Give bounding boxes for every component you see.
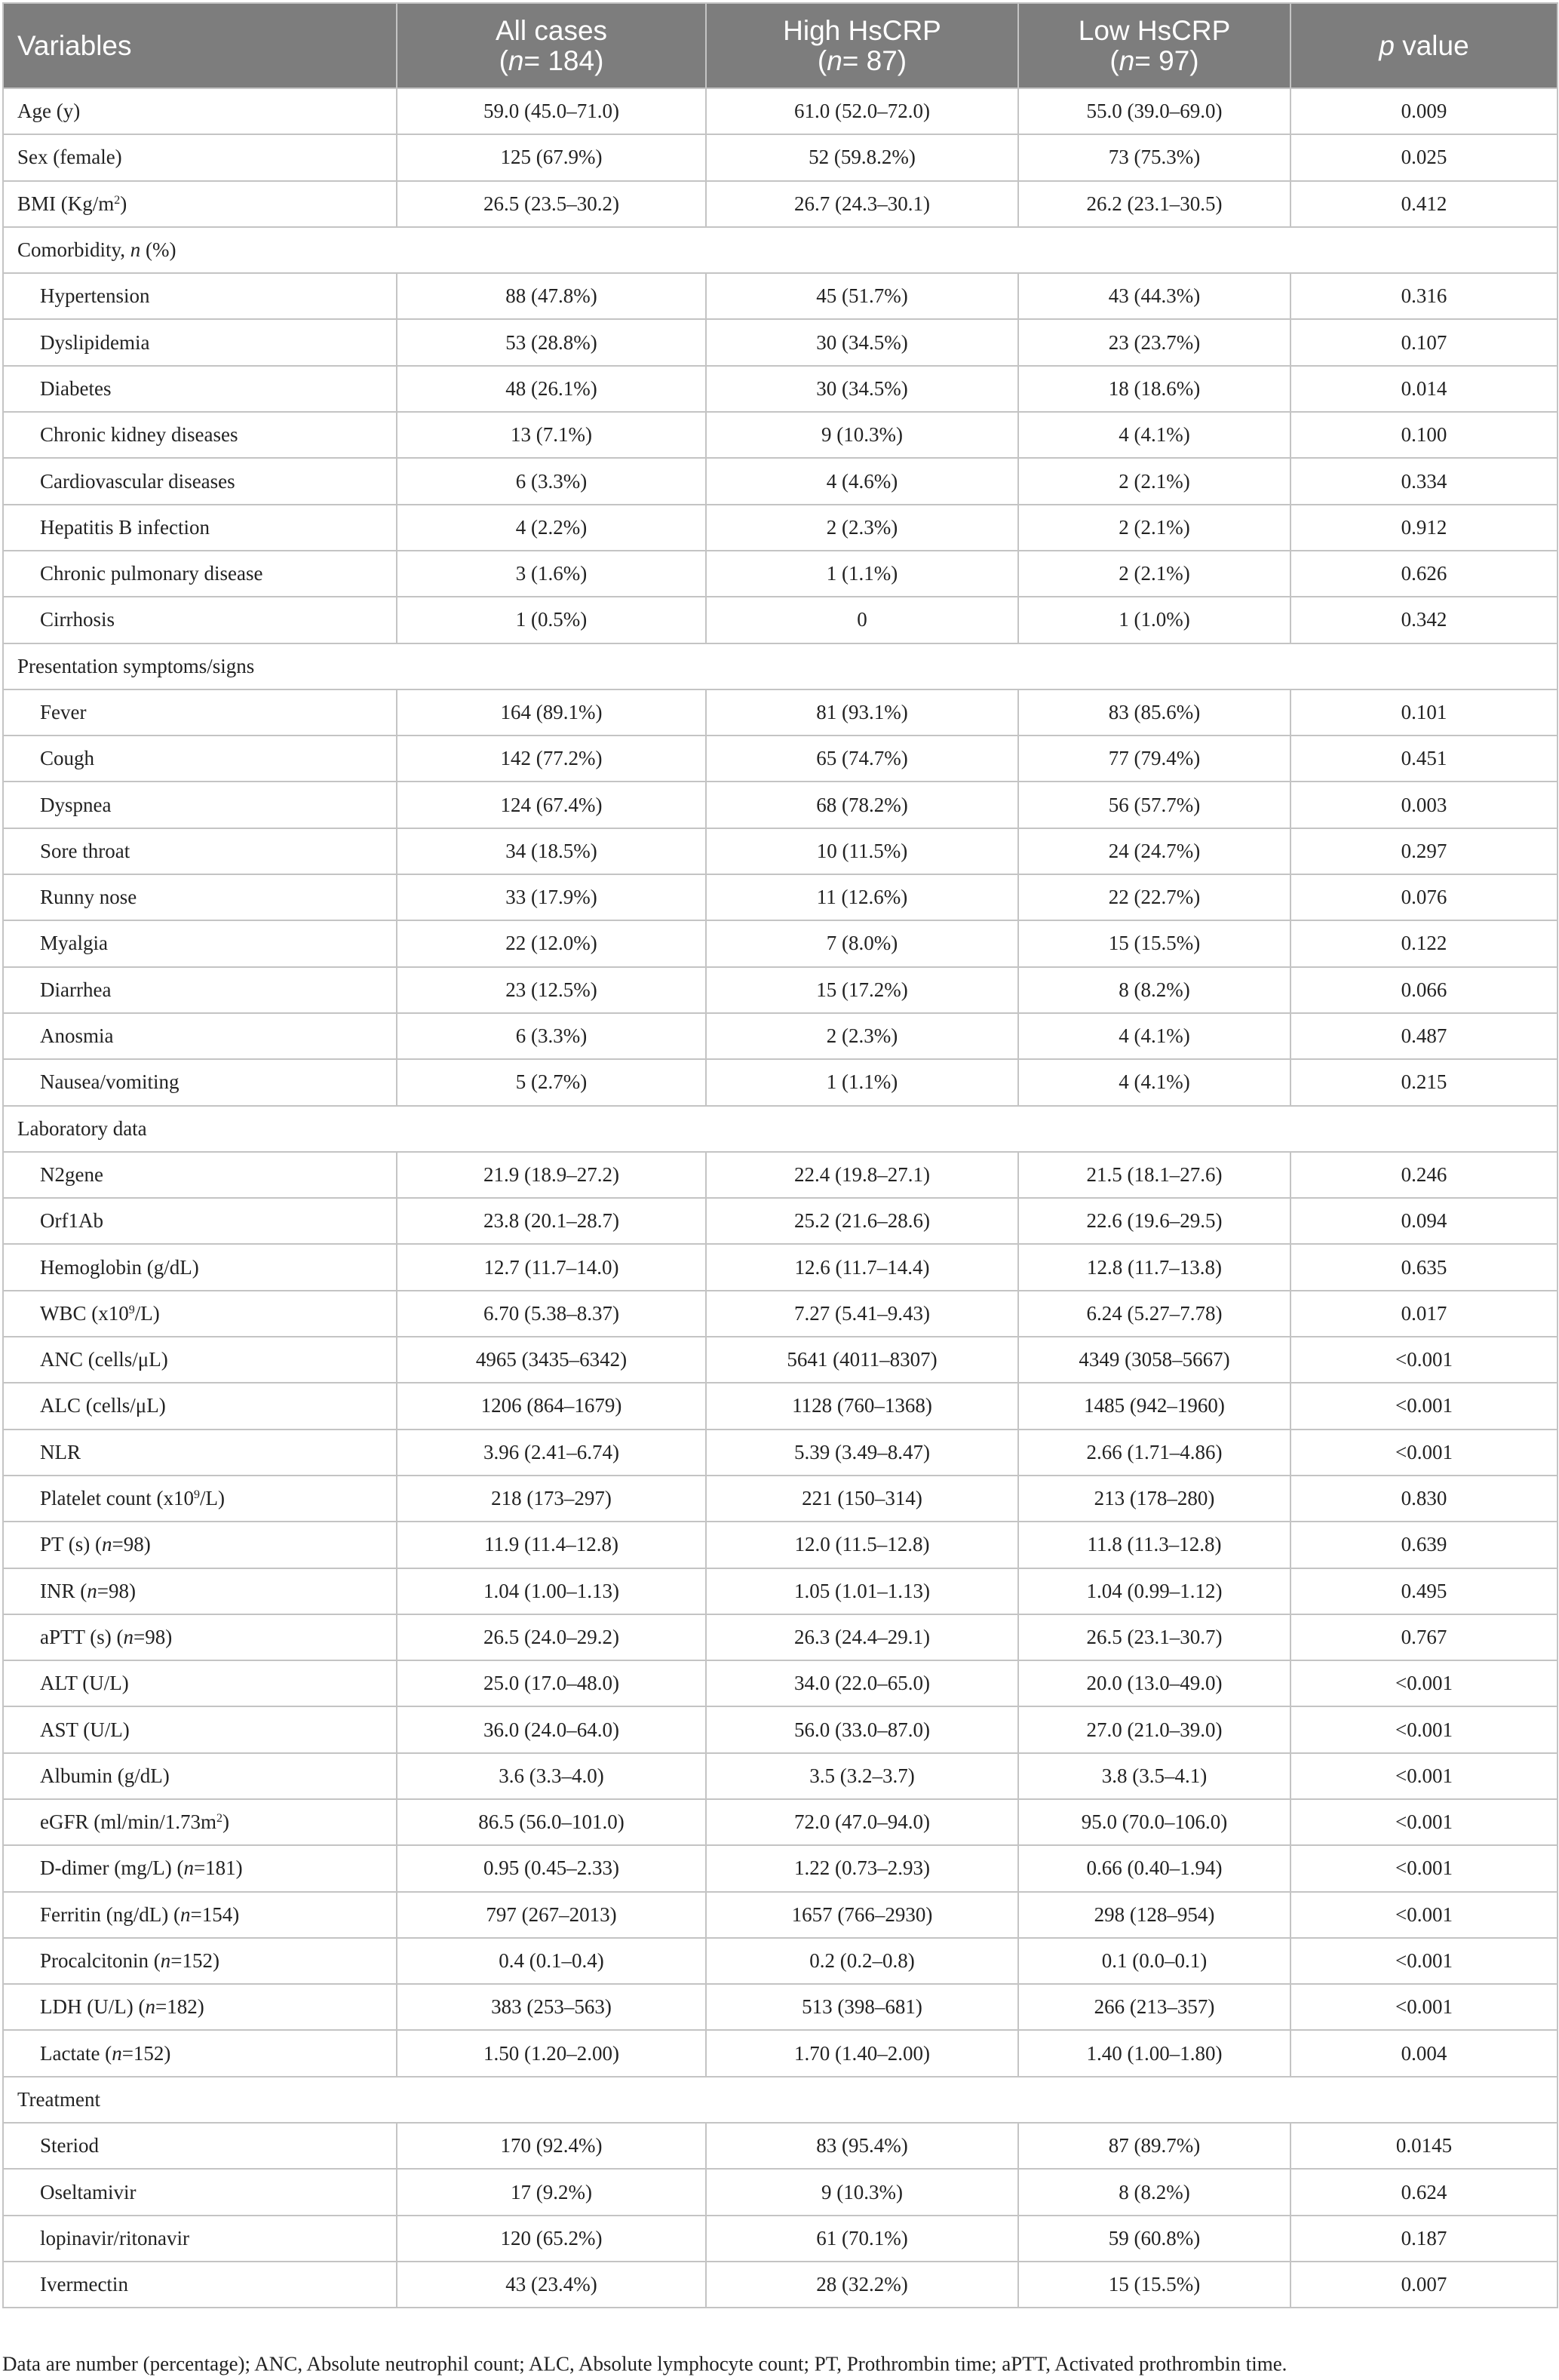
p-value-cell: 0.624: [1290, 2169, 1557, 2215]
p-value-cell: 0.066: [1290, 967, 1557, 1013]
all-cases-cell: 11.9 (11.4–12.8): [397, 1522, 706, 1568]
table-row: [3, 1152, 1557, 1198]
all-cases-cell: 797 (267–2013): [397, 1892, 706, 1938]
header-p-value: p value: [1290, 3, 1557, 88]
table-row: [3, 1059, 1557, 1105]
low-hscrp-cell: 77 (79.4%): [1018, 735, 1290, 782]
table-row: [3, 2169, 1557, 2215]
variable-cell: INR (n=98): [3, 1568, 397, 1614]
high-hscrp-cell: 11 (12.6%): [706, 874, 1018, 920]
low-hscrp-cell: 0.1 (0.0–0.1): [1018, 1938, 1290, 1984]
low-hscrp-cell: 20.0 (13.0–49.0): [1018, 1660, 1290, 1706]
section-row: [3, 1106, 1557, 1152]
variable-cell: NLR: [3, 1430, 397, 1476]
all-cases-cell: 4965 (3435–6342): [397, 1337, 706, 1383]
high-hscrp-cell: 83 (95.4%): [706, 2123, 1018, 2169]
p-value-cell: <0.001: [1290, 1383, 1557, 1429]
p-value-cell: <0.001: [1290, 1845, 1557, 1891]
p-value-cell: 0.004: [1290, 2030, 1557, 2076]
low-hscrp-cell: 298 (128–954): [1018, 1892, 1290, 1938]
variable-cell: Hypertension: [3, 273, 397, 319]
table-row: [3, 551, 1557, 597]
header-variables: Variables: [3, 3, 397, 88]
low-hscrp-cell: 4 (4.1%): [1018, 412, 1290, 458]
p-value-cell: <0.001: [1290, 1938, 1557, 1984]
high-hscrp-cell: 22.4 (19.8–27.1): [706, 1152, 1018, 1198]
high-hscrp-cell: 1128 (760–1368): [706, 1383, 1018, 1429]
table-row: [3, 1337, 1557, 1383]
table-row: [3, 1522, 1557, 1568]
all-cases-cell: 6 (3.3%): [397, 1013, 706, 1059]
table-row: [3, 412, 1557, 458]
p-value-cell: 0.101: [1290, 689, 1557, 735]
all-cases-cell: 120 (65.2%): [397, 2216, 706, 2262]
table-row: [3, 1568, 1557, 1614]
variable-cell: Chronic pulmonary disease: [3, 551, 397, 597]
low-hscrp-cell: 2.66 (1.71–4.86): [1018, 1430, 1290, 1476]
table-row: [3, 2216, 1557, 2262]
all-cases-cell: 6 (3.3%): [397, 458, 706, 504]
table-row: [3, 1013, 1557, 1059]
p-value-cell: <0.001: [1290, 1984, 1557, 2030]
high-hscrp-cell: 25.2 (21.6–28.6): [706, 1198, 1018, 1244]
high-hscrp-cell: 34.0 (22.0–65.0): [706, 1660, 1018, 1706]
low-hscrp-cell: 3.8 (3.5–4.1): [1018, 1753, 1290, 1799]
high-hscrp-cell: 61 (70.1%): [706, 2216, 1018, 2262]
p-value-cell: 0.076: [1290, 874, 1557, 920]
table-footnote: Data are number (percentage); ANC, Absolute neutrophil count; ALC, Absolute lymphocyte count; PT, Prothrombin time; aPTT, Activated prothrombin time.: [2, 2352, 1287, 2375]
low-hscrp-cell: 2 (2.1%): [1018, 458, 1290, 504]
all-cases-cell: 142 (77.2%): [397, 735, 706, 782]
high-hscrp-cell: 10 (11.5%): [706, 828, 1018, 874]
all-cases-cell: 13 (7.1%): [397, 412, 706, 458]
all-cases-cell: 383 (253–563): [397, 1984, 706, 2030]
p-value-cell: 0.122: [1290, 920, 1557, 966]
table-row: [3, 1799, 1557, 1845]
p-value-cell: 0.451: [1290, 735, 1557, 782]
table-row: [3, 2123, 1557, 2169]
all-cases-cell: 0.4 (0.1–0.4): [397, 1938, 706, 1984]
high-hscrp-cell: 12.6 (11.7–14.4): [706, 1244, 1018, 1290]
header-low-hscrp-label: Low HsCRP: [1078, 14, 1231, 46]
all-cases-cell: 3.6 (3.3–4.0): [397, 1753, 706, 1799]
all-cases-cell: 1.04 (1.00–1.13): [397, 1568, 706, 1614]
variable-cell: Anosmia: [3, 1013, 397, 1059]
header-low-hscrp-n: (n= 97): [1109, 45, 1199, 76]
high-hscrp-cell: 2 (2.3%): [706, 505, 1018, 551]
p-value-cell: 0.487: [1290, 1013, 1557, 1059]
all-cases-cell: 33 (17.9%): [397, 874, 706, 920]
low-hscrp-cell: 266 (213–357): [1018, 1984, 1290, 2030]
high-hscrp-cell: 65 (74.7%): [706, 735, 1018, 782]
section-label: Comorbidity, n (%): [3, 227, 1557, 273]
table-row: [3, 1706, 1557, 1752]
low-hscrp-cell: 95.0 (70.0–106.0): [1018, 1799, 1290, 1845]
table-row: [3, 1938, 1557, 1984]
table-row: [3, 735, 1557, 782]
all-cases-cell: 86.5 (56.0–101.0): [397, 1799, 706, 1845]
p-value-cell: 0.025: [1290, 134, 1557, 180]
high-hscrp-cell: 26.7 (24.3–30.1): [706, 181, 1018, 227]
variable-cell: Procalcitonin (n=152): [3, 1938, 397, 1984]
p-value-cell: 0.635: [1290, 1244, 1557, 1290]
variable-cell: lopinavir/ritonavir: [3, 2216, 397, 2262]
table-row: [3, 1430, 1557, 1476]
table-row: [3, 1892, 1557, 1938]
all-cases-cell: 26.5 (23.5–30.2): [397, 181, 706, 227]
high-hscrp-cell: 9 (10.3%): [706, 412, 1018, 458]
p-value-cell: 0.017: [1290, 1291, 1557, 1337]
high-hscrp-cell: 45 (51.7%): [706, 273, 1018, 319]
high-hscrp-cell: 26.3 (24.4–29.1): [706, 1614, 1018, 1660]
variable-cell: Cardiovascular diseases: [3, 458, 397, 504]
header-all-cases-n: (n= 184): [499, 45, 604, 76]
section-row: [3, 227, 1557, 273]
table-row: [3, 1753, 1557, 1799]
table-row: [3, 366, 1557, 412]
high-hscrp-cell: 0.2 (0.2–0.8): [706, 1938, 1018, 1984]
high-hscrp-cell: 7.27 (5.41–9.43): [706, 1291, 1018, 1337]
variable-cell: ALT (U/L): [3, 1660, 397, 1706]
section-label: Laboratory data: [3, 1106, 1557, 1152]
header-all-cases-label: All cases: [495, 14, 608, 46]
p-value-cell: 0.100: [1290, 412, 1557, 458]
variable-cell: Nausea/vomiting: [3, 1059, 397, 1105]
low-hscrp-cell: 83 (85.6%): [1018, 689, 1290, 735]
table-body: [3, 88, 1557, 2308]
table-row: [3, 874, 1557, 920]
all-cases-cell: 21.9 (18.9–27.2): [397, 1152, 706, 1198]
low-hscrp-cell: 1485 (942–1960): [1018, 1383, 1290, 1429]
section-label: Treatment: [3, 2077, 1557, 2123]
table-row: [3, 273, 1557, 319]
high-hscrp-cell: 72.0 (47.0–94.0): [706, 1799, 1018, 1845]
low-hscrp-cell: 24 (24.7%): [1018, 828, 1290, 874]
variable-cell: Runny nose: [3, 874, 397, 920]
all-cases-cell: 170 (92.4%): [397, 2123, 706, 2169]
variable-cell: Albumin (g/dL): [3, 1753, 397, 1799]
low-hscrp-cell: 4349 (3058–5667): [1018, 1337, 1290, 1383]
table-header-row: [3, 3, 1557, 88]
p-value-cell: 0.316: [1290, 273, 1557, 319]
table-row: [3, 782, 1557, 828]
p-value-cell: 0.007: [1290, 2262, 1557, 2308]
variable-cell: Diarrhea: [3, 967, 397, 1013]
all-cases-cell: 164 (89.1%): [397, 689, 706, 735]
variable-cell: LDH (U/L) (n=182): [3, 1984, 397, 2030]
all-cases-cell: 25.0 (17.0–48.0): [397, 1660, 706, 1706]
high-hscrp-cell: 30 (34.5%): [706, 319, 1018, 365]
low-hscrp-cell: 4 (4.1%): [1018, 1013, 1290, 1059]
table-row: [3, 1291, 1557, 1337]
high-hscrp-cell: 4 (4.6%): [706, 458, 1018, 504]
p-value-cell: 0.187: [1290, 2216, 1557, 2262]
p-value-cell: 0.094: [1290, 1198, 1557, 1244]
table-row: [3, 1845, 1557, 1891]
low-hscrp-cell: 15 (15.5%): [1018, 2262, 1290, 2308]
table-row: [3, 1198, 1557, 1244]
low-hscrp-cell: 1.04 (0.99–1.12): [1018, 1568, 1290, 1614]
table-row: [3, 505, 1557, 551]
low-hscrp-cell: 26.2 (23.1–30.5): [1018, 181, 1290, 227]
all-cases-cell: 36.0 (24.0–64.0): [397, 1706, 706, 1752]
all-cases-cell: 22 (12.0%): [397, 920, 706, 966]
low-hscrp-cell: 6.24 (5.27–7.78): [1018, 1291, 1290, 1337]
variable-cell: Dyslipidemia: [3, 319, 397, 365]
p-value-cell: <0.001: [1290, 1799, 1557, 1845]
high-hscrp-cell: 15 (17.2%): [706, 967, 1018, 1013]
high-hscrp-cell: 1.70 (1.40–2.00): [706, 2030, 1018, 2076]
all-cases-cell: 17 (9.2%): [397, 2169, 706, 2215]
low-hscrp-cell: 15 (15.5%): [1018, 920, 1290, 966]
p-value-cell: 0.639: [1290, 1522, 1557, 1568]
variable-cell: WBC $(x10^9/L)$: [3, 1291, 397, 1337]
low-hscrp-cell: 1.40 (1.00–1.80): [1018, 2030, 1290, 2076]
high-hscrp-cell: 81 (93.1%): [706, 689, 1018, 735]
section-label: Presentation symptoms/signs: [3, 643, 1557, 689]
p-value-cell: 0.215: [1290, 1059, 1557, 1105]
header-high-hscrp-n: (n= 87): [817, 45, 907, 76]
low-hscrp-cell: 1 (1.0%): [1018, 597, 1290, 643]
header-high-hscrp: [706, 3, 1018, 88]
low-hscrp-cell: 21.5 (18.1–27.6): [1018, 1152, 1290, 1198]
variable-cell: ANC (cells/μL): [3, 1337, 397, 1383]
table-row: [3, 967, 1557, 1013]
high-hscrp-cell: 221 (150–314): [706, 1476, 1018, 1522]
variable-cell: ALC (cells/μL): [3, 1383, 397, 1429]
all-cases-cell: 3.96 (2.41–6.74): [397, 1430, 706, 1476]
p-value-cell: 0.246: [1290, 1152, 1557, 1198]
high-hscrp-cell: 1.22 (0.73–2.93): [706, 1845, 1018, 1891]
low-hscrp-cell: 11.8 (11.3–12.8): [1018, 1522, 1290, 1568]
high-hscrp-cell: 7 (8.0%): [706, 920, 1018, 966]
variable-cell: Oseltamivir: [3, 2169, 397, 2215]
high-hscrp-cell: 28 (32.2%): [706, 2262, 1018, 2308]
p-value-cell: 0.014: [1290, 366, 1557, 412]
baseline-characteristics-table: [2, 2, 1558, 2308]
variable-cell: PT (s) (n=98): [3, 1522, 397, 1568]
low-hscrp-cell: 4 (4.1%): [1018, 1059, 1290, 1105]
low-hscrp-cell: 2 (2.1%): [1018, 551, 1290, 597]
all-cases-cell: 0.95 (0.45–2.33): [397, 1845, 706, 1891]
low-hscrp-cell: 22 (22.7%): [1018, 874, 1290, 920]
high-hscrp-cell: 5641 (4011–8307): [706, 1337, 1018, 1383]
variable-cell: aPTT (s) (n=98): [3, 1614, 397, 1660]
high-hscrp-cell: 513 (398–681): [706, 1984, 1018, 2030]
variable-cell: Ivermectin: [3, 2262, 397, 2308]
high-hscrp-cell: 1.05 (1.01–1.13): [706, 1568, 1018, 1614]
p-value-cell: <0.001: [1290, 1892, 1557, 1938]
low-hscrp-cell: 56 (57.7%): [1018, 782, 1290, 828]
all-cases-cell: 23.8 (20.1–28.7): [397, 1198, 706, 1244]
high-hscrp-cell: 12.0 (11.5–12.8): [706, 1522, 1018, 1568]
table-row: [3, 1984, 1557, 2030]
p-value-cell: 0.0145: [1290, 2123, 1557, 2169]
low-hscrp-cell: 18 (18.6%): [1018, 366, 1290, 412]
section-row: [3, 2077, 1557, 2123]
variable-cell: Diabetes: [3, 366, 397, 412]
table-row: [3, 458, 1557, 504]
p-value-cell: 0.009: [1290, 88, 1557, 134]
table-row: [3, 1244, 1557, 1290]
all-cases-cell: 1.50 (1.20–2.00): [397, 2030, 706, 2076]
high-hscrp-cell: 3.5 (3.2–3.7): [706, 1753, 1018, 1799]
low-hscrp-cell: 8 (8.2%): [1018, 2169, 1290, 2215]
table-row: [3, 1476, 1557, 1522]
low-hscrp-cell: 0.66 (0.40–1.94): [1018, 1845, 1290, 1891]
variable-cell: Sore throat: [3, 828, 397, 874]
p-value-cell: 0.334: [1290, 458, 1557, 504]
low-hscrp-cell: 23 (23.7%): [1018, 319, 1290, 365]
variable-cell: Cirrhosis: [3, 597, 397, 643]
high-hscrp-cell: 68 (78.2%): [706, 782, 1018, 828]
variable-cell: Hemoglobin (g/dL): [3, 1244, 397, 1290]
variable-cell: Chronic kidney diseases: [3, 412, 397, 458]
variable-cell: D-dimer (mg/L) (n=181): [3, 1845, 397, 1891]
high-hscrp-cell: 2 (2.3%): [706, 1013, 1018, 1059]
variable-cell: Hepatitis B infection: [3, 505, 397, 551]
all-cases-cell: 4 (2.2%): [397, 505, 706, 551]
all-cases-cell: 59.0 (45.0–71.0): [397, 88, 706, 134]
low-hscrp-cell: 12.8 (11.7–13.8): [1018, 1244, 1290, 1290]
high-hscrp-cell: 61.0 (52.0–72.0): [706, 88, 1018, 134]
p-value-cell: 0.342: [1290, 597, 1557, 643]
low-hscrp-cell: 59 (60.8%): [1018, 2216, 1290, 2262]
low-hscrp-cell: 73 (75.3%): [1018, 134, 1290, 180]
p-value-cell: 0.495: [1290, 1568, 1557, 1614]
header-low-hscrp: [1018, 3, 1290, 88]
p-value-cell: <0.001: [1290, 1430, 1557, 1476]
table-row: [3, 597, 1557, 643]
all-cases-cell: 6.70 (5.38–8.37): [397, 1291, 706, 1337]
all-cases-cell: 5 (2.7%): [397, 1059, 706, 1105]
variable-cell: Steriod: [3, 2123, 397, 2169]
high-hscrp-cell: 5.39 (3.49–8.47): [706, 1430, 1018, 1476]
all-cases-cell: 218 (173–297): [397, 1476, 706, 1522]
variable-cell: Ferritin (ng/dL) (n=154): [3, 1892, 397, 1938]
table-row: [3, 828, 1557, 874]
p-value-cell: 0.297: [1290, 828, 1557, 874]
high-hscrp-cell: 30 (34.5%): [706, 366, 1018, 412]
low-hscrp-cell: 55.0 (39.0–69.0): [1018, 88, 1290, 134]
high-hscrp-cell: 9 (10.3%): [706, 2169, 1018, 2215]
variable-cell: Orf1Ab: [3, 1198, 397, 1244]
variable-cell: N2gene: [3, 1152, 397, 1198]
variable-cell: Sex (female): [3, 134, 397, 180]
header-all-cases: [397, 3, 706, 88]
section-row: [3, 643, 1557, 689]
variable-cell: Cough: [3, 735, 397, 782]
p-value-cell: <0.001: [1290, 1706, 1557, 1752]
all-cases-cell: 48 (26.1%): [397, 366, 706, 412]
variable-cell: BMI $(Kg/m^2)$: [3, 181, 397, 227]
variable-cell: Dyspnea: [3, 782, 397, 828]
p-value-cell: 0.107: [1290, 319, 1557, 365]
table-row: [3, 2030, 1557, 2076]
high-hscrp-cell: 56.0 (33.0–87.0): [706, 1706, 1018, 1752]
low-hscrp-cell: 27.0 (21.0–39.0): [1018, 1706, 1290, 1752]
all-cases-cell: 53 (28.8%): [397, 319, 706, 365]
table-row: [3, 2262, 1557, 2308]
p-value-cell: 0.626: [1290, 551, 1557, 597]
high-hscrp-cell: 0: [706, 597, 1018, 643]
table-row: [3, 1660, 1557, 1706]
low-hscrp-cell: 26.5 (23.1–30.7): [1018, 1614, 1290, 1660]
all-cases-cell: 124 (67.4%): [397, 782, 706, 828]
low-hscrp-cell: 22.6 (19.6–29.5): [1018, 1198, 1290, 1244]
p-value-cell: <0.001: [1290, 1337, 1557, 1383]
variable-cell: Platelet count $(x10^9/L)$: [3, 1476, 397, 1522]
table-row: [3, 689, 1557, 735]
all-cases-cell: 12.7 (11.7–14.0): [397, 1244, 706, 1290]
high-hscrp-cell: 1 (1.1%): [706, 551, 1018, 597]
table-row: [3, 1614, 1557, 1660]
p-value-cell: 0.830: [1290, 1476, 1557, 1522]
table-row: [3, 920, 1557, 966]
variable-cell: AST (U/L): [3, 1706, 397, 1752]
all-cases-cell: 3 (1.6%): [397, 551, 706, 597]
p-value-cell: <0.001: [1290, 1753, 1557, 1799]
p-value-cell: 0.412: [1290, 181, 1557, 227]
header-high-hscrp-label: High HsCRP: [783, 14, 941, 46]
low-hscrp-cell: 213 (178–280): [1018, 1476, 1290, 1522]
low-hscrp-cell: 87 (89.7%): [1018, 2123, 1290, 2169]
all-cases-cell: 125 (67.9%): [397, 134, 706, 180]
all-cases-cell: 1206 (864–1679): [397, 1383, 706, 1429]
all-cases-cell: 23 (12.5%): [397, 967, 706, 1013]
p-value-cell: 0.767: [1290, 1614, 1557, 1660]
high-hscrp-cell: 52 (59.8.2%): [706, 134, 1018, 180]
table-row: [3, 134, 1557, 180]
p-value-cell: 0.912: [1290, 505, 1557, 551]
high-hscrp-cell: 1 (1.1%): [706, 1059, 1018, 1105]
variable-cell: Fever: [3, 689, 397, 735]
variable-cell: eGFR $(ml/\min/1.73m^2)$: [3, 1799, 397, 1845]
low-hscrp-cell: 43 (44.3%): [1018, 273, 1290, 319]
all-cases-cell: 1 (0.5%): [397, 597, 706, 643]
p-value-cell: <0.001: [1290, 1660, 1557, 1706]
table-row: [3, 319, 1557, 365]
variable-cell: Age (y): [3, 88, 397, 134]
table-row: [3, 1383, 1557, 1429]
all-cases-cell: 43 (23.4%): [397, 2262, 706, 2308]
low-hscrp-cell: 8 (8.2%): [1018, 967, 1290, 1013]
p-value-cell: 0.003: [1290, 782, 1557, 828]
all-cases-cell: 34 (18.5%): [397, 828, 706, 874]
low-hscrp-cell: 2 (2.1%): [1018, 505, 1290, 551]
variable-cell: Lactate (n=152): [3, 2030, 397, 2076]
all-cases-cell: 26.5 (24.0–29.2): [397, 1614, 706, 1660]
all-cases-cell: 88 (47.8%): [397, 273, 706, 319]
table-row: [3, 181, 1557, 227]
table-row: [3, 88, 1557, 134]
variable-cell: Myalgia: [3, 920, 397, 966]
high-hscrp-cell: 1657 (766–2930): [706, 1892, 1018, 1938]
